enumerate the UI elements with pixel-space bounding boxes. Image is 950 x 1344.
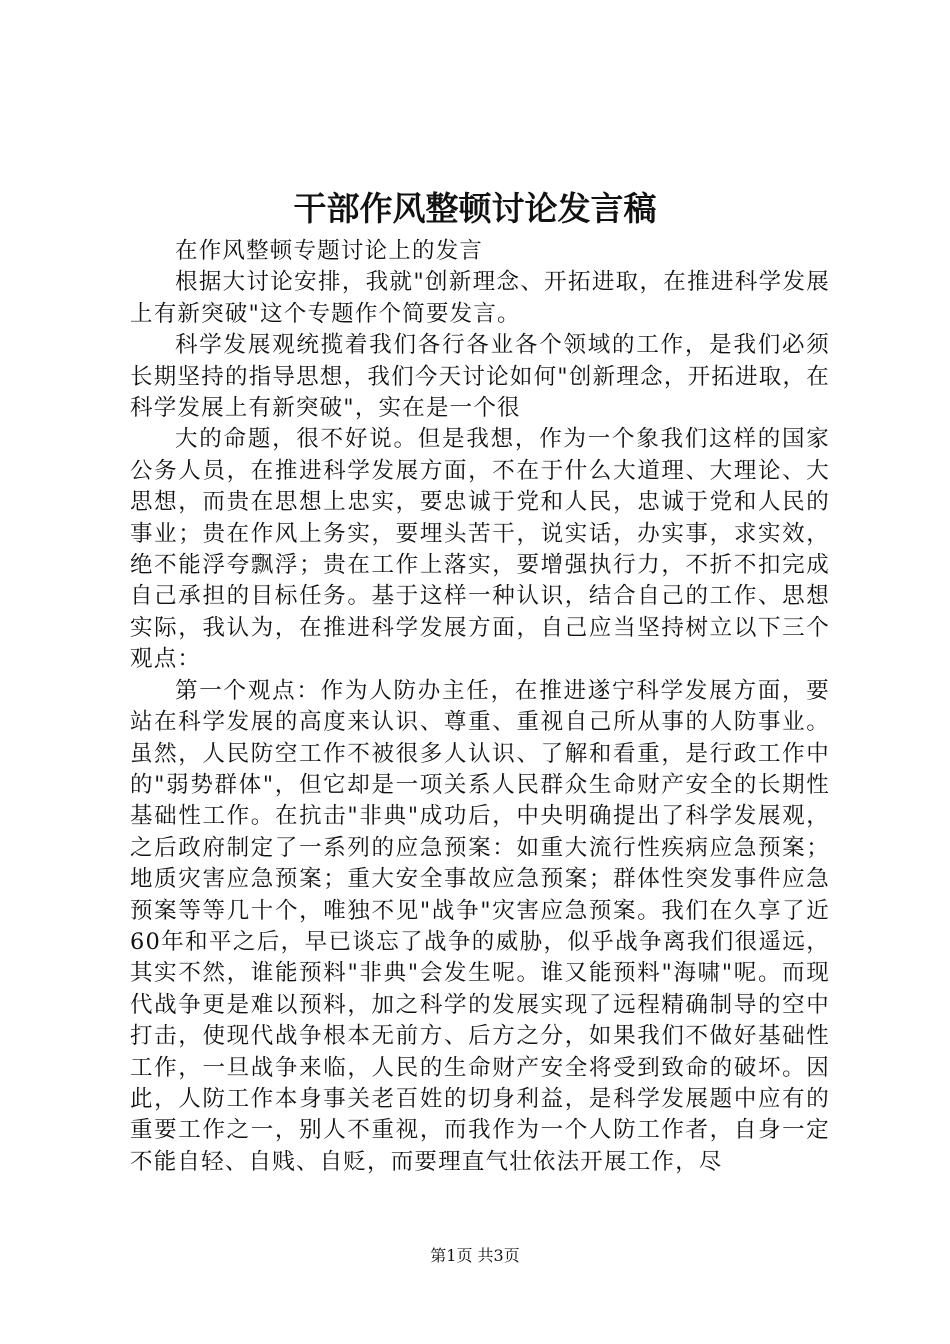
paragraph-first-viewpoint: 第一个观点：作为人防办主任，在推进遂宁科学发展方面，要站在科学发展的高度来认识、尊重、重视自己所从事的人防事业。虽然，人民防空工作不被很多人认识、了解和看重，是行政工作中的"弱势群体"，但它却是一项关系人民群众生命财产安全的长期性基础性工作。在抗击"非典"成功后，中央明确提出了科学发展观，之后政府制定了一系列的应急预案：如重大流行性疾病应急预案；地质灾害应急预案；重大安全事故应急预案；群体性突发事件应急预案等等几十个，唯独不见"战争"灾害应急预案。我们在久享了近60年和平之后，早已谈忘了战争的威胁，似乎战争离我们很遥远，其实不然，谁能预料"非典"会发生呢。谁又能预料"海啸"呢。而现代战争更是难以预料，加之科学的发展实现了远程精确制导的空中打击，使现代战争根本无前方、后方之分，如果我们不做好基础性工作，一旦战争来临，人民的生命财产安全将受到致命的破坏。因此，人防工作本身事关老百姓的切身利益，是科学发展题中应有的重要工作之一，别人不重视，而我作为一个人防工作者，自身一定不能自轻、自贱、自贬，而要理直气壮依法开展工作，尽	[130, 677, 830, 1175]
paragraph-subtitle: 在作风整顿专题讨论上的发言	[175, 238, 484, 264]
paragraph-intro: 根据大讨论安排，我就"创新理念、开拓进取，在推进科学发展上有新突破"这个专题作个简要发言。	[130, 269, 830, 327]
paragraph-science-view: 科学发展观统揽着我们各行各业各个领域的工作，是我们必须长期坚持的指导思想，我们今天讨论如何"创新理念，开拓进取，在科学发展上有新突破"，实在是一个很	[130, 332, 830, 422]
document-body	[130, 236, 830, 1178]
document-title: 干部作风整顿讨论发言稿	[293, 189, 657, 228]
page-footer: 第1页 共3页	[430, 1246, 520, 1265]
paragraph-big-topic: 大的命题，很不好说。但是我想，作为一个象我们这样的国家公务人员，在推进科学发展方面，不在于什么大道理、大理论、大思想，而贵在思想上忠实，要忠诚于党和人民，忠诚于党和人民的事业；贵在作风上务实，要埋头苦干，说实话，办实事，求实效，绝不能浮夸飘浮；贵在工作上落实，要增强执行力，不折不扣完成自己承担的目标任务。基于这样一种认识，结合自己的工作、思想实际，我认为，在推进科学发展方面，自己应当坚持树立以下三个观点：	[130, 426, 830, 673]
